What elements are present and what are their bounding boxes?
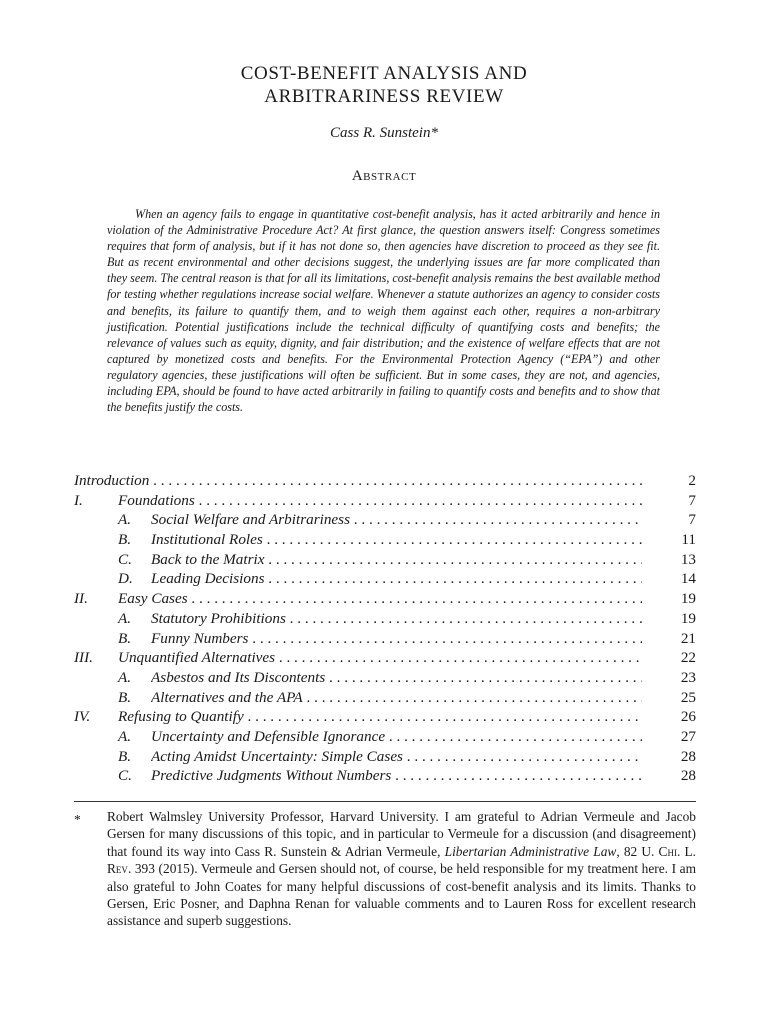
toc-page-number: 27 — [646, 727, 696, 747]
toc-page-number: 13 — [646, 550, 696, 570]
toc-section-number: IV. — [74, 708, 91, 726]
toc-page-number: 11 — [646, 530, 696, 550]
toc-subsection-letter: C. — [118, 550, 132, 568]
toc-entry-label[interactable]: Institutional Roles . . . — [151, 530, 642, 550]
footnote-text — [107, 808, 696, 930]
toc-row[interactable] — [74, 766, 696, 786]
toc-page-number: 28 — [646, 766, 696, 786]
footnote-cite-title: Libertarian Administrative Law — [444, 843, 617, 859]
toc-subsection-letter: A. — [118, 511, 132, 529]
toc-page-number: 22 — [646, 648, 696, 668]
title-line-1: COST-BENEFIT ANALYSIS AND — [240, 63, 528, 84]
toc-subsection-letter: B. — [118, 688, 132, 706]
toc-entry-label[interactable]: Predictive Judgments Without Numbers . . . — [151, 766, 642, 786]
toc-row[interactable] — [74, 510, 696, 530]
toc-page-number: 28 — [646, 747, 696, 767]
toc-page-number: 14 — [646, 569, 696, 589]
toc-row[interactable] — [74, 648, 696, 668]
toc-entry-label[interactable]: Asbestos and Its Discontents . . . — [151, 668, 642, 688]
footnote-journal-sc-1: Chi — [658, 843, 677, 859]
toc-page-number: 25 — [646, 688, 696, 708]
toc-entry-label[interactable]: Foundations . . . — [118, 491, 642, 511]
toc-page-number: 19 — [646, 589, 696, 609]
toc-entry-label[interactable]: Leading Decisions . . . — [151, 569, 642, 589]
toc-entry-label[interactable]: Easy Cases . . . — [118, 589, 642, 609]
toc-entry-label[interactable]: Back to the Matrix . . . — [151, 550, 642, 570]
abstract-heading: Abstract — [351, 168, 417, 184]
abstract-text: When an agency fails to engage in quantitative cost-benefit analysis, has it acted arbitrarily and hence in violation of the Administrative Procedure Act? At first glance, the question answers itself: Congress sometimes requires that form of analysis, but if it has not done so, then agencies have discretion to proceed as they see fit. But as recent environmental and other decisions suggest, the underlying issues are far more complicated than they seem. The central reason is that for all its limitations, cost-benefit analysis remains the best available method for testing whether regulations increase social welfare. Whenever a statute authorizes an agency to consider costs and benefits, its failure to quantify them, and to weigh them against each other, requires a non-arbitrary justification. Potential justifications include the technical difficulty of quantifying costs and benefits; the relevance of values such as equity, dignity, and fair distribution; and the existence of welfare effects that are not captured by monetized costs and benefits. For the Environmental Protection Agency (“EPA”) and other regulatory agencies, these justifications will often be sufficient. But in some cases, they are not, and agencies, including EPA, should be found to have acted arbitrarily in failing to quantify costs and benefits and to show that the benefits justify the costs. — [107, 207, 660, 415]
toc-entry-label[interactable]: Uncertainty and Defensible Ignorance . . . — [151, 727, 642, 747]
toc-entry-label[interactable]: Statutory Prohibitions . . . — [151, 609, 642, 629]
toc-row[interactable] — [74, 530, 696, 550]
author-name: Cass R. Sunstein* — [330, 125, 438, 141]
toc-entry-label[interactable]: Refusing to Quantify . . . — [118, 707, 642, 727]
toc-row[interactable] — [74, 550, 696, 570]
toc-row[interactable] — [74, 747, 696, 767]
footnote-divider — [74, 801, 696, 802]
title-line-2: ARBITRARINESS REVIEW — [264, 86, 504, 107]
toc-page-number: 21 — [646, 629, 696, 649]
paper-title — [0, 62, 768, 108]
toc-row[interactable] — [74, 688, 696, 708]
toc-entry-label[interactable]: Acting Amidst Uncertainty: Simple Cases . . . — [151, 747, 642, 767]
toc-page-number: 7 — [646, 491, 696, 511]
toc-subsection-letter: D. — [118, 570, 133, 588]
toc-section-number: I. — [74, 491, 83, 509]
table-of-contents — [74, 471, 696, 786]
footnote-part-1: Robert Walmsley University Professor, Harvard University. I am grateful to Adrian Vermeule and Jacob Gersen for many discussions of this topic, and in particular to Vermeule for a discussion (and disagreement) that found its way into Cass R. Sunstein & Adrian Vermeule, — [107, 809, 696, 859]
toc-entry-label[interactable]: Funny Numbers . . . — [151, 629, 642, 649]
footnote-part-2: , 82 U. — [616, 843, 659, 859]
toc-entry-label[interactable]: Introduction . . . — [74, 471, 642, 491]
toc-subsection-letter: B. — [118, 629, 132, 647]
toc-section-number: II. — [74, 590, 88, 608]
toc-row[interactable] — [74, 629, 696, 649]
toc-page-number: 26 — [646, 707, 696, 727]
toc-row[interactable] — [74, 569, 696, 589]
footnote-journal-sc-2: Rev — [107, 861, 128, 877]
footnote-part-4: . 393 (2015). Vermeule and Gersen should not, of course, be held responsible for my treatment here. I am also grateful to John Coates for many helpful discussions of cost-benefit analysis and its limits. Thanks to Gersen, Eric Posner, and Daphna Renan for valuable comments and to Lauren Ross for excellent research assistance and superb suggestions. — [107, 861, 696, 929]
toc-row[interactable] — [74, 707, 696, 727]
toc-row[interactable] — [74, 609, 696, 629]
toc-page-number: 2 — [646, 471, 696, 491]
toc-entry-label[interactable]: Social Welfare and Arbitrariness . . . — [151, 510, 642, 530]
toc-subsection-letter: B. — [118, 747, 132, 765]
toc-row[interactable] — [74, 589, 696, 609]
toc-row[interactable] — [74, 471, 696, 491]
toc-entry-label[interactable]: Alternatives and the APA . . . — [151, 688, 642, 708]
toc-page-number: 7 — [646, 510, 696, 530]
toc-entry-label[interactable]: Unquantified Alternatives . . . — [118, 648, 642, 668]
toc-page-number: 19 — [646, 609, 696, 629]
toc-subsection-letter: A. — [118, 668, 132, 686]
toc-page-number: 23 — [646, 668, 696, 688]
toc-row[interactable] — [74, 491, 696, 511]
toc-row[interactable] — [74, 727, 696, 747]
toc-subsection-letter: B. — [118, 531, 132, 549]
toc-subsection-letter: A. — [118, 727, 132, 745]
toc-subsection-letter: C. — [118, 767, 132, 785]
footnote-mark: * — [74, 812, 81, 827]
footnote-part-3: . L. — [676, 843, 696, 859]
toc-subsection-letter: A. — [118, 609, 132, 627]
toc-row[interactable] — [74, 668, 696, 688]
toc-section-number: III. — [74, 649, 93, 667]
